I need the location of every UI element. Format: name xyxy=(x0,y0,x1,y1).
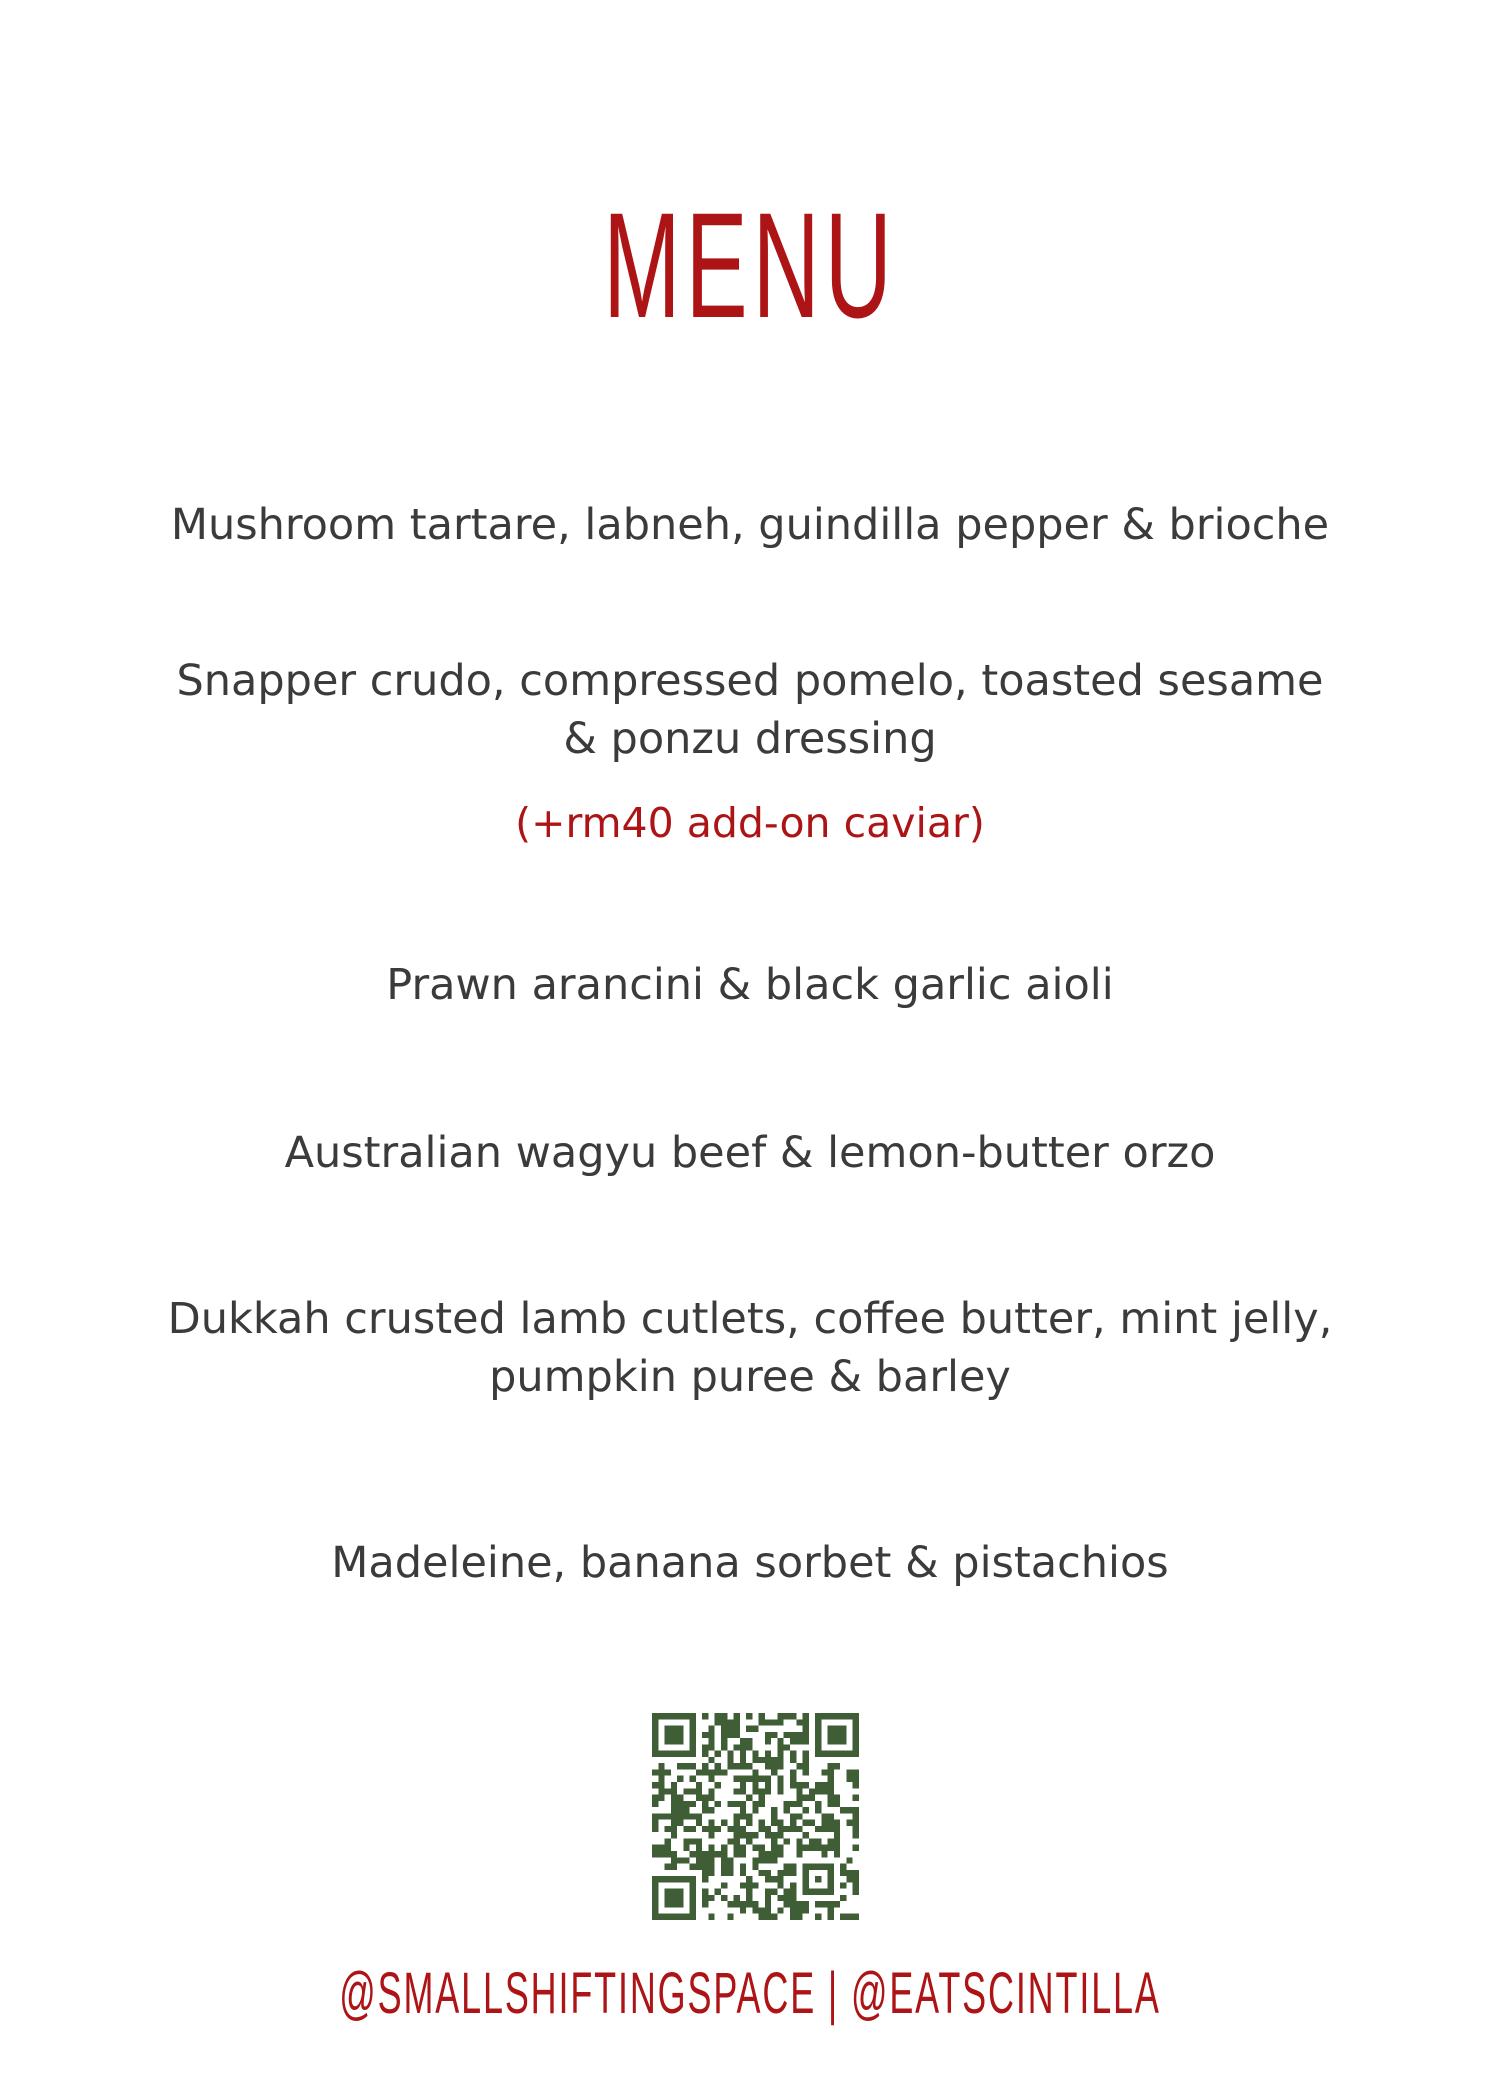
menu-item xyxy=(0,1290,1500,1406)
menu-item-line: Mushroom tartare, labneh, guindilla pepper & brioche xyxy=(170,500,1330,550)
menu-item xyxy=(0,496,1500,554)
menu-item xyxy=(0,956,1500,1014)
menu-title: MENU xyxy=(603,181,897,349)
menu-item-line: & ponzu dressing xyxy=(563,714,937,764)
social-handles: @SMALLSHIFTINGSPACE | @EATSCINTILLA xyxy=(339,1961,1161,2026)
menu-item-line: pumpkin puree & barley xyxy=(489,1352,1011,1402)
menu-item xyxy=(0,652,1500,768)
qr-code-icon[interactable] xyxy=(652,1713,859,1920)
menu-item xyxy=(0,1124,1500,1182)
menu-item-line: Dukkah crusted lamb cutlets, coffee butter, mint jelly, xyxy=(167,1294,1333,1344)
menu-item-line: Snapper crudo, compressed pomelo, toasted sesame xyxy=(176,656,1324,706)
menu-item-line: Prawn arancini & black garlic aioli xyxy=(386,960,1114,1010)
menu-item xyxy=(0,1534,1500,1592)
menu-item-line: Australian wagyu beef & lemon-butter orzo xyxy=(284,1128,1216,1178)
menu-item-line: Madeleine, banana sorbet & pistachios xyxy=(331,1538,1169,1588)
menu-item-addon-note: (+rm40 add-on caviar) xyxy=(515,799,985,847)
